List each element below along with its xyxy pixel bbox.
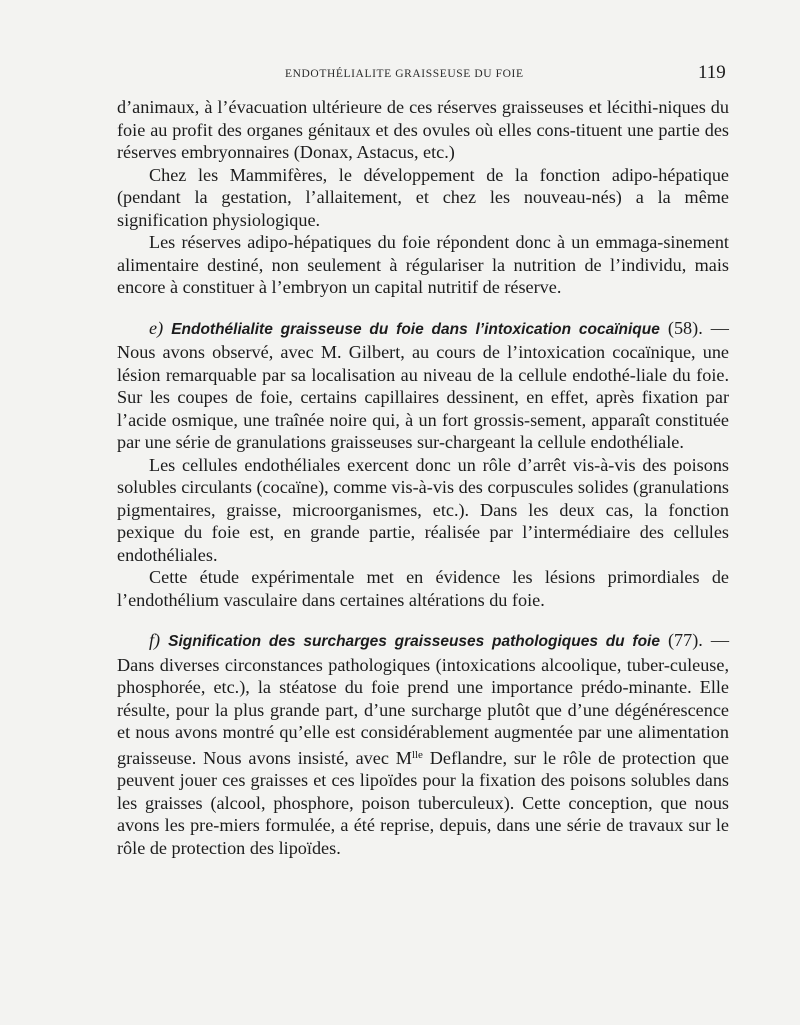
section-f-ref: (77). — (667, 630, 730, 650)
section-e-label: e) (149, 317, 164, 338)
paragraph-reserves: Les réserves adipo-hépatiques du foie répondent donc à un emmaga-sinement alimentaire destiné, non seulement à régulariser la nutrition de l’individu, mais encore à constituer à l’embryon un capital nutritif de réserve. (117, 232, 729, 297)
section-f-text-2: Deflandre, sur le rôle de protection que peuvent jouer ces graisses et ces lipoïdes pour la fixation des poisons solubles dans les graisses (alcool, phosphore, poison tuberculeux). Cette conception, que nous avons les pre-miers formulée, a été reprise, depuis, dans une série de travaux sur le rôle de protection des lipoïdes. (117, 747, 729, 858)
paragraph-mammiferes: Chez les Mammifères, le développement de la fonction adipo-hépatique (pendant la gestation, l’allaitement, et chez les nouveau-nés) a la même signification physiologique. (117, 164, 729, 230)
section-e-title: Endothélialite graisseuse du foie dans l’intoxication cocaïnique (171, 320, 660, 338)
section-f-title: Signification des surcharges graisseuses pathologiques du foie (168, 633, 660, 650)
section-f-superscript: lle (411, 748, 423, 761)
paragraph-etude: Cette étude expérimentale met en évidence les lésions primordiales de l’endothélium vasculaire dans certaines altérations du foie. (117, 567, 729, 610)
page-header (0, 62, 800, 90)
section-e-text: Nous avons observé, avec M. Gilbert, au cours de l’intoxication cocaïnique, une lésion remarquable par sa localisation au niveau de la cellule endothé-liale du foie. Sur les coupes de foie, certains capillaires dessinent, en effet, après fixation par l’acide osmique, une traînée noire qui, à un fort grossis-sement, apparaît constituée par une série de granulations graisseuses sur-chargeant la cellule endothéliale. (117, 342, 729, 452)
section-f (117, 629, 729, 859)
running-title: ENDOTHÉLIALITE GRAISSEUSE DU FOIE (285, 68, 524, 80)
section-e-ref: (58). — (667, 317, 729, 338)
paragraph-cellules: Les cellules endothéliales exercent donc un rôle d’arrêt vis-à-vis des poisons solubles circulants (cocaïne), comme vis-à-vis des corpuscules solides (granulations pigmentaires, graisse, microorganismes, etc.). Dans les deux cas, la fonction pexique du foie est, en grande partie, réalisée par l’intermédiaire des cellules endothéliales. (117, 454, 729, 565)
paragraph-continuation: d’animaux, à l’évacuation ultérieure de ces réserves graisseuses et lécithi-niques du foie au profit des organes génitaux et des ovules où elles cons-tituent une partie des réserves embryonnaires (Donax, Astacus, etc.) (117, 97, 729, 162)
page-number: 119 (698, 62, 726, 83)
section-e (117, 317, 729, 454)
body-text (117, 96, 729, 859)
section-f-label: f) (149, 630, 161, 650)
section-f-text-1: Dans diverses circonstances pathologiques (intoxications alcoolique, tuber-culeuse, phosphorée, etc.), la stéatose du foie prend une importance prédo-minante. Elle résulte, pour la plus grande part, d’une surcharge plutôt que d’une dégénérescence et nous avons montré qu’elle est considérablement augmentée par une alimentation graisseuse. Nous avons insisté, avec M (117, 654, 729, 768)
